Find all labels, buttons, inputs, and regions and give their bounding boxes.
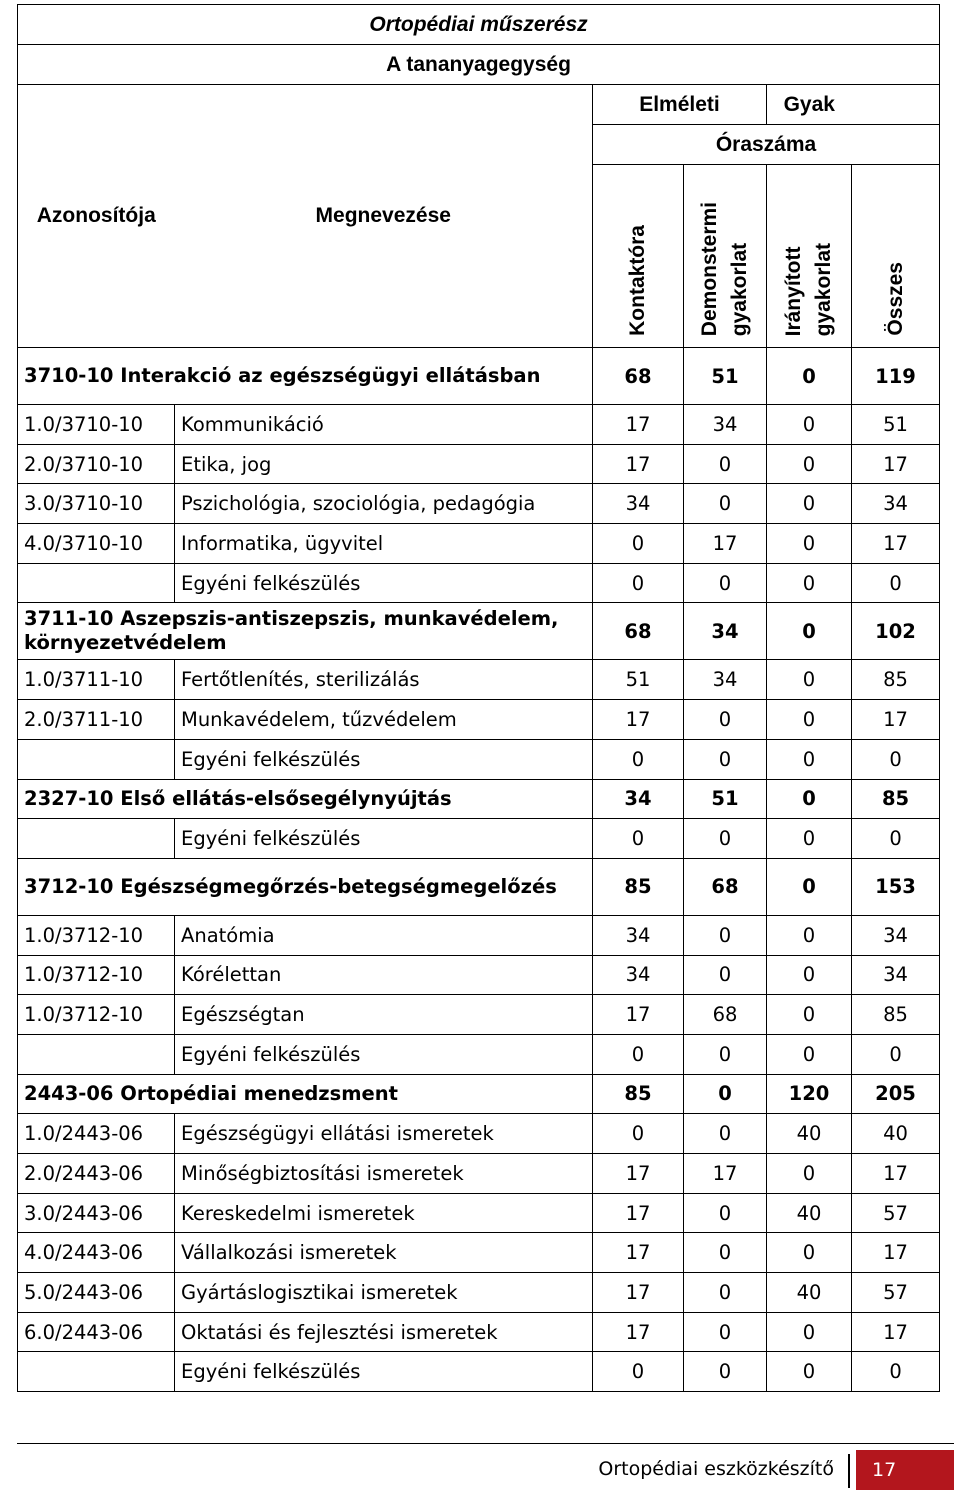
cell-i: 40 — [767, 1273, 852, 1313]
row-id: 1.0/3712-10 — [18, 915, 175, 955]
cell-o: 51 — [852, 405, 940, 445]
cell-o: 0 — [852, 819, 940, 859]
cell-k: 17 — [593, 1312, 684, 1352]
row-name: Informatika, ügyvitel — [175, 524, 593, 564]
row-name: Kórélettan — [175, 955, 593, 995]
row-name: Egyéni felkészülés — [175, 563, 593, 603]
cell-o: 17 — [852, 1154, 940, 1194]
row-name: Minőségbiztosítási ismeretek — [175, 1154, 593, 1194]
table-row — [18, 1114, 940, 1154]
cell-o: 17 — [852, 524, 940, 564]
row-id: 1.0/3712-10 — [18, 995, 175, 1035]
cell-d: 0 — [684, 819, 767, 859]
cell-i: 0 — [767, 1154, 852, 1194]
table-row — [18, 444, 940, 484]
row-id: 1.0/3710-10 — [18, 405, 175, 445]
module-row — [18, 348, 940, 405]
row-name: Etika, jog — [175, 444, 593, 484]
header-azonositoja: Azonosítója — [18, 85, 175, 348]
cell-i: 0 — [767, 779, 852, 819]
header-elmeleti: Elméleti — [593, 85, 767, 125]
cell-k: 51 — [593, 660, 684, 700]
footer-separator — [848, 1454, 850, 1488]
row-name: Munkavédelem, tűzvédelem — [175, 700, 593, 740]
cell-i: 0 — [767, 1233, 852, 1273]
cell-o: 153 — [852, 858, 940, 915]
cell-i: 0 — [767, 995, 852, 1035]
cell-o: 17 — [852, 700, 940, 740]
cell-i: 40 — [767, 1114, 852, 1154]
cell-d: 0 — [684, 1233, 767, 1273]
cell-o: 17 — [852, 1233, 940, 1273]
cell-k: 0 — [593, 819, 684, 859]
cell-d: 0 — [684, 484, 767, 524]
cell-k: 68 — [593, 603, 684, 660]
header-demonstrtermi: Demonstermi gyakorlat — [684, 165, 767, 348]
cell-k: 17 — [593, 700, 684, 740]
row-name: Egyéni felkészülés — [175, 819, 593, 859]
row-name: Anatómia — [175, 915, 593, 955]
cell-i: 0 — [767, 739, 852, 779]
table-row — [18, 1233, 940, 1273]
row-name: Pszichológia, szociológia, pedagógia — [175, 484, 593, 524]
cell-i: 0 — [767, 1312, 852, 1352]
cell-d: 0 — [684, 1114, 767, 1154]
cell-i: 0 — [767, 1034, 852, 1074]
module-row — [18, 603, 940, 660]
cell-o: 119 — [852, 348, 940, 405]
row-id: 1.0/3712-10 — [18, 955, 175, 995]
row-name: Gyártáslogisztikai ismeretek — [175, 1273, 593, 1313]
cell-i: 0 — [767, 603, 852, 660]
row-name: Vállalkozási ismeretek — [175, 1233, 593, 1273]
row-id — [18, 563, 175, 603]
cell-o: 34 — [852, 484, 940, 524]
cell-o: 34 — [852, 955, 940, 995]
row-name: Oktatási és fejlesztési ismeretek — [175, 1312, 593, 1352]
header-empty — [852, 85, 940, 125]
cell-d: 34 — [684, 405, 767, 445]
cell-d: 0 — [684, 1273, 767, 1313]
module-name: 2327-10 Első ellátás-elsősegélynyújtás — [18, 779, 593, 819]
cell-d: 51 — [684, 348, 767, 405]
cell-o: 85 — [852, 995, 940, 1035]
cell-o: 40 — [852, 1114, 940, 1154]
table-row — [18, 739, 940, 779]
cell-d: 0 — [684, 1034, 767, 1074]
cell-k: 0 — [593, 1034, 684, 1074]
cell-d: 17 — [684, 524, 767, 564]
cell-o: 57 — [852, 1193, 940, 1233]
module-row — [18, 779, 940, 819]
cell-k: 85 — [593, 1074, 684, 1114]
cell-d: 0 — [684, 563, 767, 603]
cell-i: 0 — [767, 524, 852, 564]
cell-k: 34 — [593, 915, 684, 955]
row-id — [18, 819, 175, 859]
curriculum-table — [17, 4, 940, 1392]
cell-k: 34 — [593, 484, 684, 524]
row-name: Egyéni felkészülés — [175, 1352, 593, 1392]
cell-k: 34 — [593, 779, 684, 819]
row-id: 1.0/3711-10 — [18, 660, 175, 700]
table-subtitle: A tananyagegység — [18, 45, 940, 85]
cell-i: 120 — [767, 1074, 852, 1114]
cell-k: 68 — [593, 348, 684, 405]
row-name: Egészségügyi ellátási ismeretek — [175, 1114, 593, 1154]
cell-k: 17 — [593, 1193, 684, 1233]
cell-o: 85 — [852, 660, 940, 700]
row-id: 3.0/3710-10 — [18, 484, 175, 524]
page-footer — [17, 1443, 954, 1494]
cell-o: 205 — [852, 1074, 940, 1114]
cell-d: 51 — [684, 779, 767, 819]
cell-o: 0 — [852, 1352, 940, 1392]
table-row — [18, 1154, 940, 1194]
module-name: 3711-10 Aszepszis-antiszepszis, munkavédelem, környezetvédelem — [18, 603, 593, 660]
cell-d: 0 — [684, 1193, 767, 1233]
table-row — [18, 819, 940, 859]
cell-i: 0 — [767, 1352, 852, 1392]
cell-i: 0 — [767, 700, 852, 740]
module-row — [18, 858, 940, 915]
module-row — [18, 1074, 940, 1114]
cell-d: 17 — [684, 1154, 767, 1194]
cell-o: 85 — [852, 779, 940, 819]
module-name: 3712-10 Egészségmegőrzés-betegségmegelőzés — [18, 858, 593, 915]
cell-i: 0 — [767, 348, 852, 405]
header-megnevezese: Megnevezése — [175, 85, 593, 348]
table-row — [18, 1273, 940, 1313]
header-kontaktora: Kontaktóra — [593, 165, 684, 348]
row-id: 6.0/2443-06 — [18, 1312, 175, 1352]
header-gyak: Gyak — [767, 85, 852, 125]
cell-o: 57 — [852, 1273, 940, 1313]
cell-i: 0 — [767, 915, 852, 955]
cell-d: 68 — [684, 858, 767, 915]
row-id: 2.0/3711-10 — [18, 700, 175, 740]
cell-d: 68 — [684, 995, 767, 1035]
module-name: 3710-10 Interakció az egészségügyi ellátásban — [18, 348, 593, 405]
table-row — [18, 1193, 940, 1233]
row-id: 1.0/2443-06 — [18, 1114, 175, 1154]
row-id: 2.0/2443-06 — [18, 1154, 175, 1194]
cell-k: 17 — [593, 405, 684, 445]
cell-d: 34 — [684, 603, 767, 660]
cell-k: 17 — [593, 995, 684, 1035]
cell-o: 0 — [852, 1034, 940, 1074]
table-row — [18, 405, 940, 445]
cell-k: 0 — [593, 1114, 684, 1154]
row-name: Egészségtan — [175, 995, 593, 1035]
table-row — [18, 484, 940, 524]
cell-i: 0 — [767, 858, 852, 915]
curriculum-table-wrapper — [17, 4, 939, 1392]
table-row — [18, 915, 940, 955]
cell-o: 102 — [852, 603, 940, 660]
row-id — [18, 1352, 175, 1392]
row-id: 3.0/2443-06 — [18, 1193, 175, 1233]
cell-d: 0 — [684, 444, 767, 484]
table-row — [18, 563, 940, 603]
row-name: Kereskedelmi ismeretek — [175, 1193, 593, 1233]
header-iranyitott: Irányított gyakorlat — [767, 165, 852, 348]
footer-title: Ortopédiai eszközkészítő — [598, 1458, 834, 1480]
table-row — [18, 955, 940, 995]
table-row — [18, 1312, 940, 1352]
cell-o: 0 — [852, 739, 940, 779]
table-row — [18, 995, 940, 1035]
cell-k: 17 — [593, 1233, 684, 1273]
cell-d: 0 — [684, 1312, 767, 1352]
cell-k: 17 — [593, 1154, 684, 1194]
cell-k: 0 — [593, 739, 684, 779]
cell-i: 0 — [767, 444, 852, 484]
page-number: 17 — [856, 1450, 954, 1490]
cell-d: 0 — [684, 955, 767, 995]
header-osszes: Összes — [852, 165, 940, 348]
cell-k: 17 — [593, 444, 684, 484]
row-id: 2.0/3710-10 — [18, 444, 175, 484]
cell-o: 17 — [852, 444, 940, 484]
cell-d: 34 — [684, 660, 767, 700]
cell-k: 0 — [593, 524, 684, 564]
cell-d: 0 — [684, 739, 767, 779]
table-row — [18, 700, 940, 740]
cell-k: 0 — [593, 563, 684, 603]
table-row — [18, 524, 940, 564]
cell-k: 85 — [593, 858, 684, 915]
cell-i: 0 — [767, 484, 852, 524]
row-id — [18, 1034, 175, 1074]
header-oraszama: Óraszáma — [593, 125, 940, 165]
row-name: Egyéni felkészülés — [175, 739, 593, 779]
cell-i: 40 — [767, 1193, 852, 1233]
cell-k: 0 — [593, 1352, 684, 1392]
cell-i: 0 — [767, 819, 852, 859]
cell-i: 0 — [767, 405, 852, 445]
row-id: 4.0/2443-06 — [18, 1233, 175, 1273]
cell-d: 0 — [684, 915, 767, 955]
table-row — [18, 1034, 940, 1074]
cell-i: 0 — [767, 660, 852, 700]
cell-k: 34 — [593, 955, 684, 995]
row-name: Kommunikáció — [175, 405, 593, 445]
cell-o: 34 — [852, 915, 940, 955]
table-row — [18, 1352, 940, 1392]
cell-d: 0 — [684, 700, 767, 740]
cell-d: 0 — [684, 1352, 767, 1392]
row-id: 4.0/3710-10 — [18, 524, 175, 564]
cell-i: 0 — [767, 563, 852, 603]
cell-o: 17 — [852, 1312, 940, 1352]
cell-d: 0 — [684, 1074, 767, 1114]
module-name: 2443-06 Ortopédiai menedzsment — [18, 1074, 593, 1114]
cell-o: 0 — [852, 563, 940, 603]
row-name: Fertőtlenítés, sterilizálás — [175, 660, 593, 700]
table-title: Ortopédiai műszerész — [18, 5, 940, 45]
cell-k: 17 — [593, 1273, 684, 1313]
table-row — [18, 660, 940, 700]
row-id — [18, 739, 175, 779]
row-name: Egyéni felkészülés — [175, 1034, 593, 1074]
row-id: 5.0/2443-06 — [18, 1273, 175, 1313]
cell-i: 0 — [767, 955, 852, 995]
